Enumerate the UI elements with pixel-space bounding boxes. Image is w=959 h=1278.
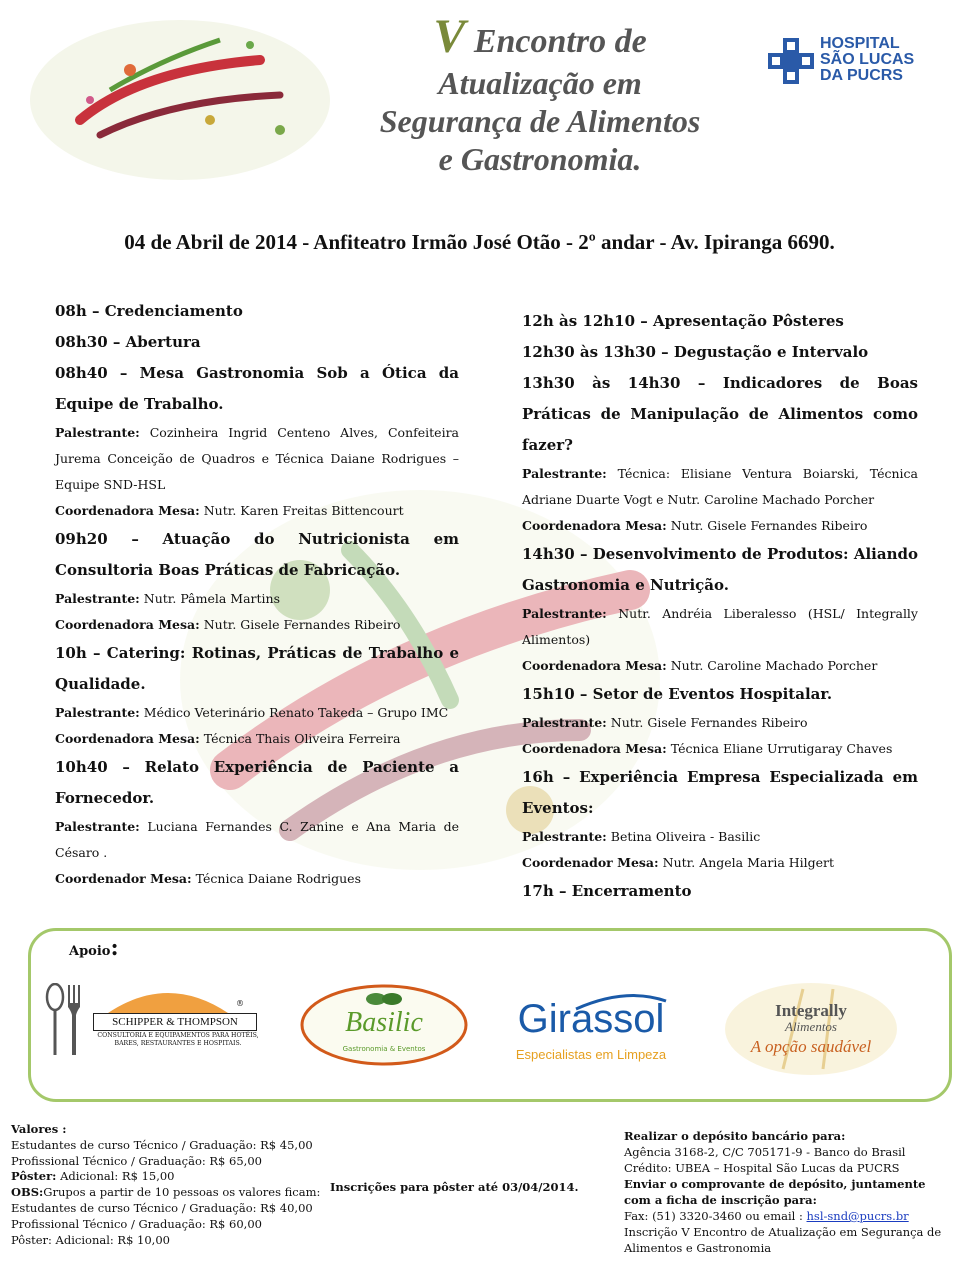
prices-line-3: Estudantes de curso Técnico / Graduação: R$ 40,00 [11, 1200, 313, 1215]
schipper-name [93, 1013, 257, 1031]
detail-text: Nutr. Karen Freitas Bittencourt [199, 503, 404, 518]
deposit-line-5: Alimentos e Gastronomia [624, 1241, 772, 1255]
detail-text: Luciana Fernandes C. Zanine e Ana Maria de Césaro . [55, 819, 459, 860]
prices-obs-text: Grupos a partir de 10 pessoas os valores ficam: [43, 1185, 321, 1200]
detail-label: Palestrante: [55, 425, 140, 440]
prices-line-1: Estudantes de curso Técnico / Graduação: R$ 45,00 [11, 1137, 313, 1152]
prices-block [11, 1122, 341, 1248]
program-session-title: 12h às 12h10 – Apresentação Pôsteres [522, 312, 844, 330]
detail-label: Coordenador Mesa: [55, 871, 192, 886]
deposit-title: Realizar o depósito bancário para: [624, 1129, 846, 1143]
schipper-thompson-logo [43, 983, 259, 1063]
detail-text: Técnica Eliane Urrutigaray Chaves [666, 741, 893, 756]
detail-label: Coordenador Mesa: [522, 855, 659, 870]
detail-label: Coordenadora Mesa: [522, 658, 667, 673]
title-line-1: Encontro de [473, 23, 647, 60]
prices-line-4: Profissional Técnico / Graduação: R$ 60,00 [11, 1216, 262, 1231]
program-session-title: 10h – Catering: Rotinas, Práticas de Trabalho e Qualidade. [55, 644, 459, 693]
program-session-detail [522, 653, 918, 679]
deposit-fax [624, 1208, 944, 1224]
program-session-detail [55, 420, 459, 498]
prices-poster-label: Pôster: [11, 1169, 57, 1184]
detail-label: Coordenadora Mesa: [55, 617, 200, 632]
program-session-title: 10h40 – Relato Experiência de Paciente a Fornecedor. [55, 758, 459, 807]
basilic-name: Basilic [345, 1007, 423, 1038]
deposit-line-1: Agência 3168-2, C/C 705171-9 - Banco do Brasil [624, 1145, 906, 1159]
title-line-2: Atualização em [438, 65, 642, 101]
deposit-fax-text: Fax: (51) 3320-3460 ou email : [624, 1209, 807, 1223]
schipper-name-text: SCHIPPER & THOMPSON [112, 1016, 238, 1028]
integrally-name-1: Integrally [775, 1001, 847, 1020]
detail-text: Médico Veterinário Renato Takeda – Grupo IMC [139, 705, 449, 720]
basilic-logo [299, 983, 469, 1067]
prices-obs-label: OBS: [11, 1185, 44, 1200]
detail-label: Palestrante: [522, 829, 607, 844]
program-session-detail [522, 736, 918, 762]
food-decoration-top [20, 0, 340, 200]
deposit-block [624, 1128, 944, 1256]
basil-leaf-icon [364, 989, 404, 1009]
schipper-tagline-2: BARES, RESTAURANTES E HOSPITAIS. [114, 1040, 242, 1047]
deposit-line-4: Inscrição V Encontro de Atualização em Segurança de [624, 1225, 942, 1239]
detail-text: Nutr. Caroline Machado Porcher [666, 658, 878, 673]
integrally-logo [723, 979, 899, 1079]
detail-text: Nutr. Gisele Fernandes Ribeiro [199, 617, 401, 632]
detail-text: Cozinheira Ingrid Centeno Alves, Confeiteira Jurema Conceição de Quadros e Técnica Daiane Rodrigues – Equipe SND-HSL [55, 425, 459, 492]
schipper-registered: ® [236, 999, 244, 1008]
program-session-detail [55, 612, 459, 638]
girassol-tagline: Especialistas em Limpeza [515, 1047, 667, 1062]
prices-title: Valores : [11, 1122, 67, 1136]
detail-label: Palestrante: [55, 819, 140, 834]
title-numeral: V [433, 10, 466, 63]
hospital-logo-line3: DA PUCRS [820, 67, 903, 84]
detail-text: Nutr. Pâmela Martins [139, 591, 281, 606]
detail-text: Técnica Thais Oliveira Ferreira [199, 731, 401, 746]
date-location: 04 de Abril de 2014 - Anfiteatro Irmão José Otão - 2º andar - Av. Ipiranga 6690. [124, 230, 835, 254]
deposit-line-3: Enviar o comprovante de depósito, juntamente com a ficha de inscrição para: [624, 1177, 926, 1207]
detail-text: Betina Oliveira - Basilic [606, 829, 761, 844]
deposit-email-link[interactable]: hsl-snd@pucrs.br [806, 1209, 909, 1223]
program-session-title: 12h30 às 13h30 – Degustação e Intervalo [522, 343, 869, 361]
detail-label: Coordenadora Mesa: [522, 741, 667, 756]
program-right-column [522, 306, 918, 907]
prices-poster-text: Adicional: R$ 15,00 [56, 1169, 175, 1184]
detail-label: Palestrante: [522, 715, 607, 730]
program-session-detail [55, 726, 459, 752]
hospital-logo-line2: SÃO LUCAS [820, 51, 915, 68]
prices-line-2: Profissional Técnico / Graduação: R$ 65,00 [11, 1153, 262, 1168]
poster-deadline: Inscrições para pôster até 03/04/2014. [330, 1180, 579, 1194]
detail-text: Nutr. Gisele Fernandes Ribeiro [606, 715, 808, 730]
detail-text: Nutr. Angela Maria Hilgert [658, 855, 835, 870]
prices-obs [11, 1185, 341, 1201]
integrally-name-2: Alimentos [785, 1019, 837, 1034]
title-line-3: Segurança de Alimentos [379, 103, 701, 139]
detail-text: Técnica: Elisiane Ventura Boiarski, Técnica Adriane Duarte Vogt e Nutr. Caroline Machado Porcher [522, 466, 918, 507]
support-label-text: Apoio [69, 944, 111, 959]
program-session-title: 08h – Credenciamento [55, 302, 243, 320]
girassol-name: Girassol [517, 997, 665, 1041]
detail-label: Coordenadora Mesa: [55, 731, 200, 746]
integrally-tagline: A opção saudável [750, 1037, 872, 1056]
detail-label: Coordenadora Mesa: [55, 503, 200, 518]
schipper-tagline-1: CONSULTORIA E EQUIPAMENTOS PARA HOTÉIS, [97, 1032, 259, 1039]
cutlery-icon [43, 983, 87, 1057]
support-box [28, 928, 952, 1102]
hospital-cross-icon [768, 38, 814, 84]
prices-line-5: Pôster: Adicional: R$ 10,00 [11, 1232, 170, 1247]
hospital-logo [768, 36, 918, 86]
program-session-title: 08h30 – Abertura [55, 333, 201, 351]
detail-label: Palestrante: [522, 466, 607, 481]
basilic-tagline: Gastronomia & Eventos [342, 1045, 426, 1053]
program-session-detail [522, 513, 918, 539]
detail-text: Técnica Daiane Rodrigues [191, 871, 361, 886]
program-session-title: 17h – Encerramento [522, 882, 692, 900]
detail-label: Palestrante: [55, 591, 140, 606]
program-session-detail [522, 850, 918, 876]
detail-label: Palestrante: [55, 705, 140, 720]
detail-label: Coordenadora Mesa: [522, 518, 667, 533]
program-session-detail [522, 824, 918, 850]
support-colon: : [110, 935, 119, 961]
girassol-logo [501, 991, 681, 1071]
program-left-column [55, 296, 459, 892]
event-title [340, 10, 740, 178]
detail-text: Nutr. Andréia Liberalesso (HSL/ Integrally Alimentos) [522, 606, 918, 647]
program-session-title: 13h30 às 14h30 – Indicadores de Boas Práticas de Manipulação de Alimentos como fazer? [522, 374, 918, 454]
program-session-title: 08h40 – Mesa Gastronomia Sob a Ótica da Equipe de Trabalho. [55, 364, 459, 413]
program-session-title: 14h30 – Desenvolvimento de Produtos: Aliando Gastronomia e Nutrição. [522, 545, 918, 594]
hospital-logo-line1: HOSPITAL [820, 35, 900, 52]
program-session-detail [55, 866, 459, 892]
program-session-title: 09h20 – Atuação do Nutricionista em Consultoria Boas Práticas de Fabricação. [55, 530, 459, 579]
program-session-detail [522, 461, 918, 513]
prices-poster [11, 1169, 341, 1185]
deposit-line-2: Crédito: UBEA – Hospital São Lucas da PUCRS [624, 1161, 900, 1175]
program-session-detail [522, 710, 918, 736]
support-label [69, 935, 119, 961]
detail-text: Nutr. Gisele Fernandes Ribeiro [666, 518, 868, 533]
program-session-detail [55, 700, 459, 726]
sun-arc-icon [103, 983, 233, 1013]
title-line-4: e Gastronomia. [438, 141, 642, 177]
program-session-detail [55, 498, 459, 524]
program-session-detail [55, 586, 459, 612]
program-session-detail [55, 814, 459, 866]
detail-label: Palestrante: [522, 606, 607, 621]
program-session-title: 15h10 – Setor de Eventos Hospitalar. [522, 685, 833, 703]
program-session-detail [522, 601, 918, 653]
program-session-title: 16h – Experiência Empresa Especializada em Eventos: [522, 768, 918, 817]
